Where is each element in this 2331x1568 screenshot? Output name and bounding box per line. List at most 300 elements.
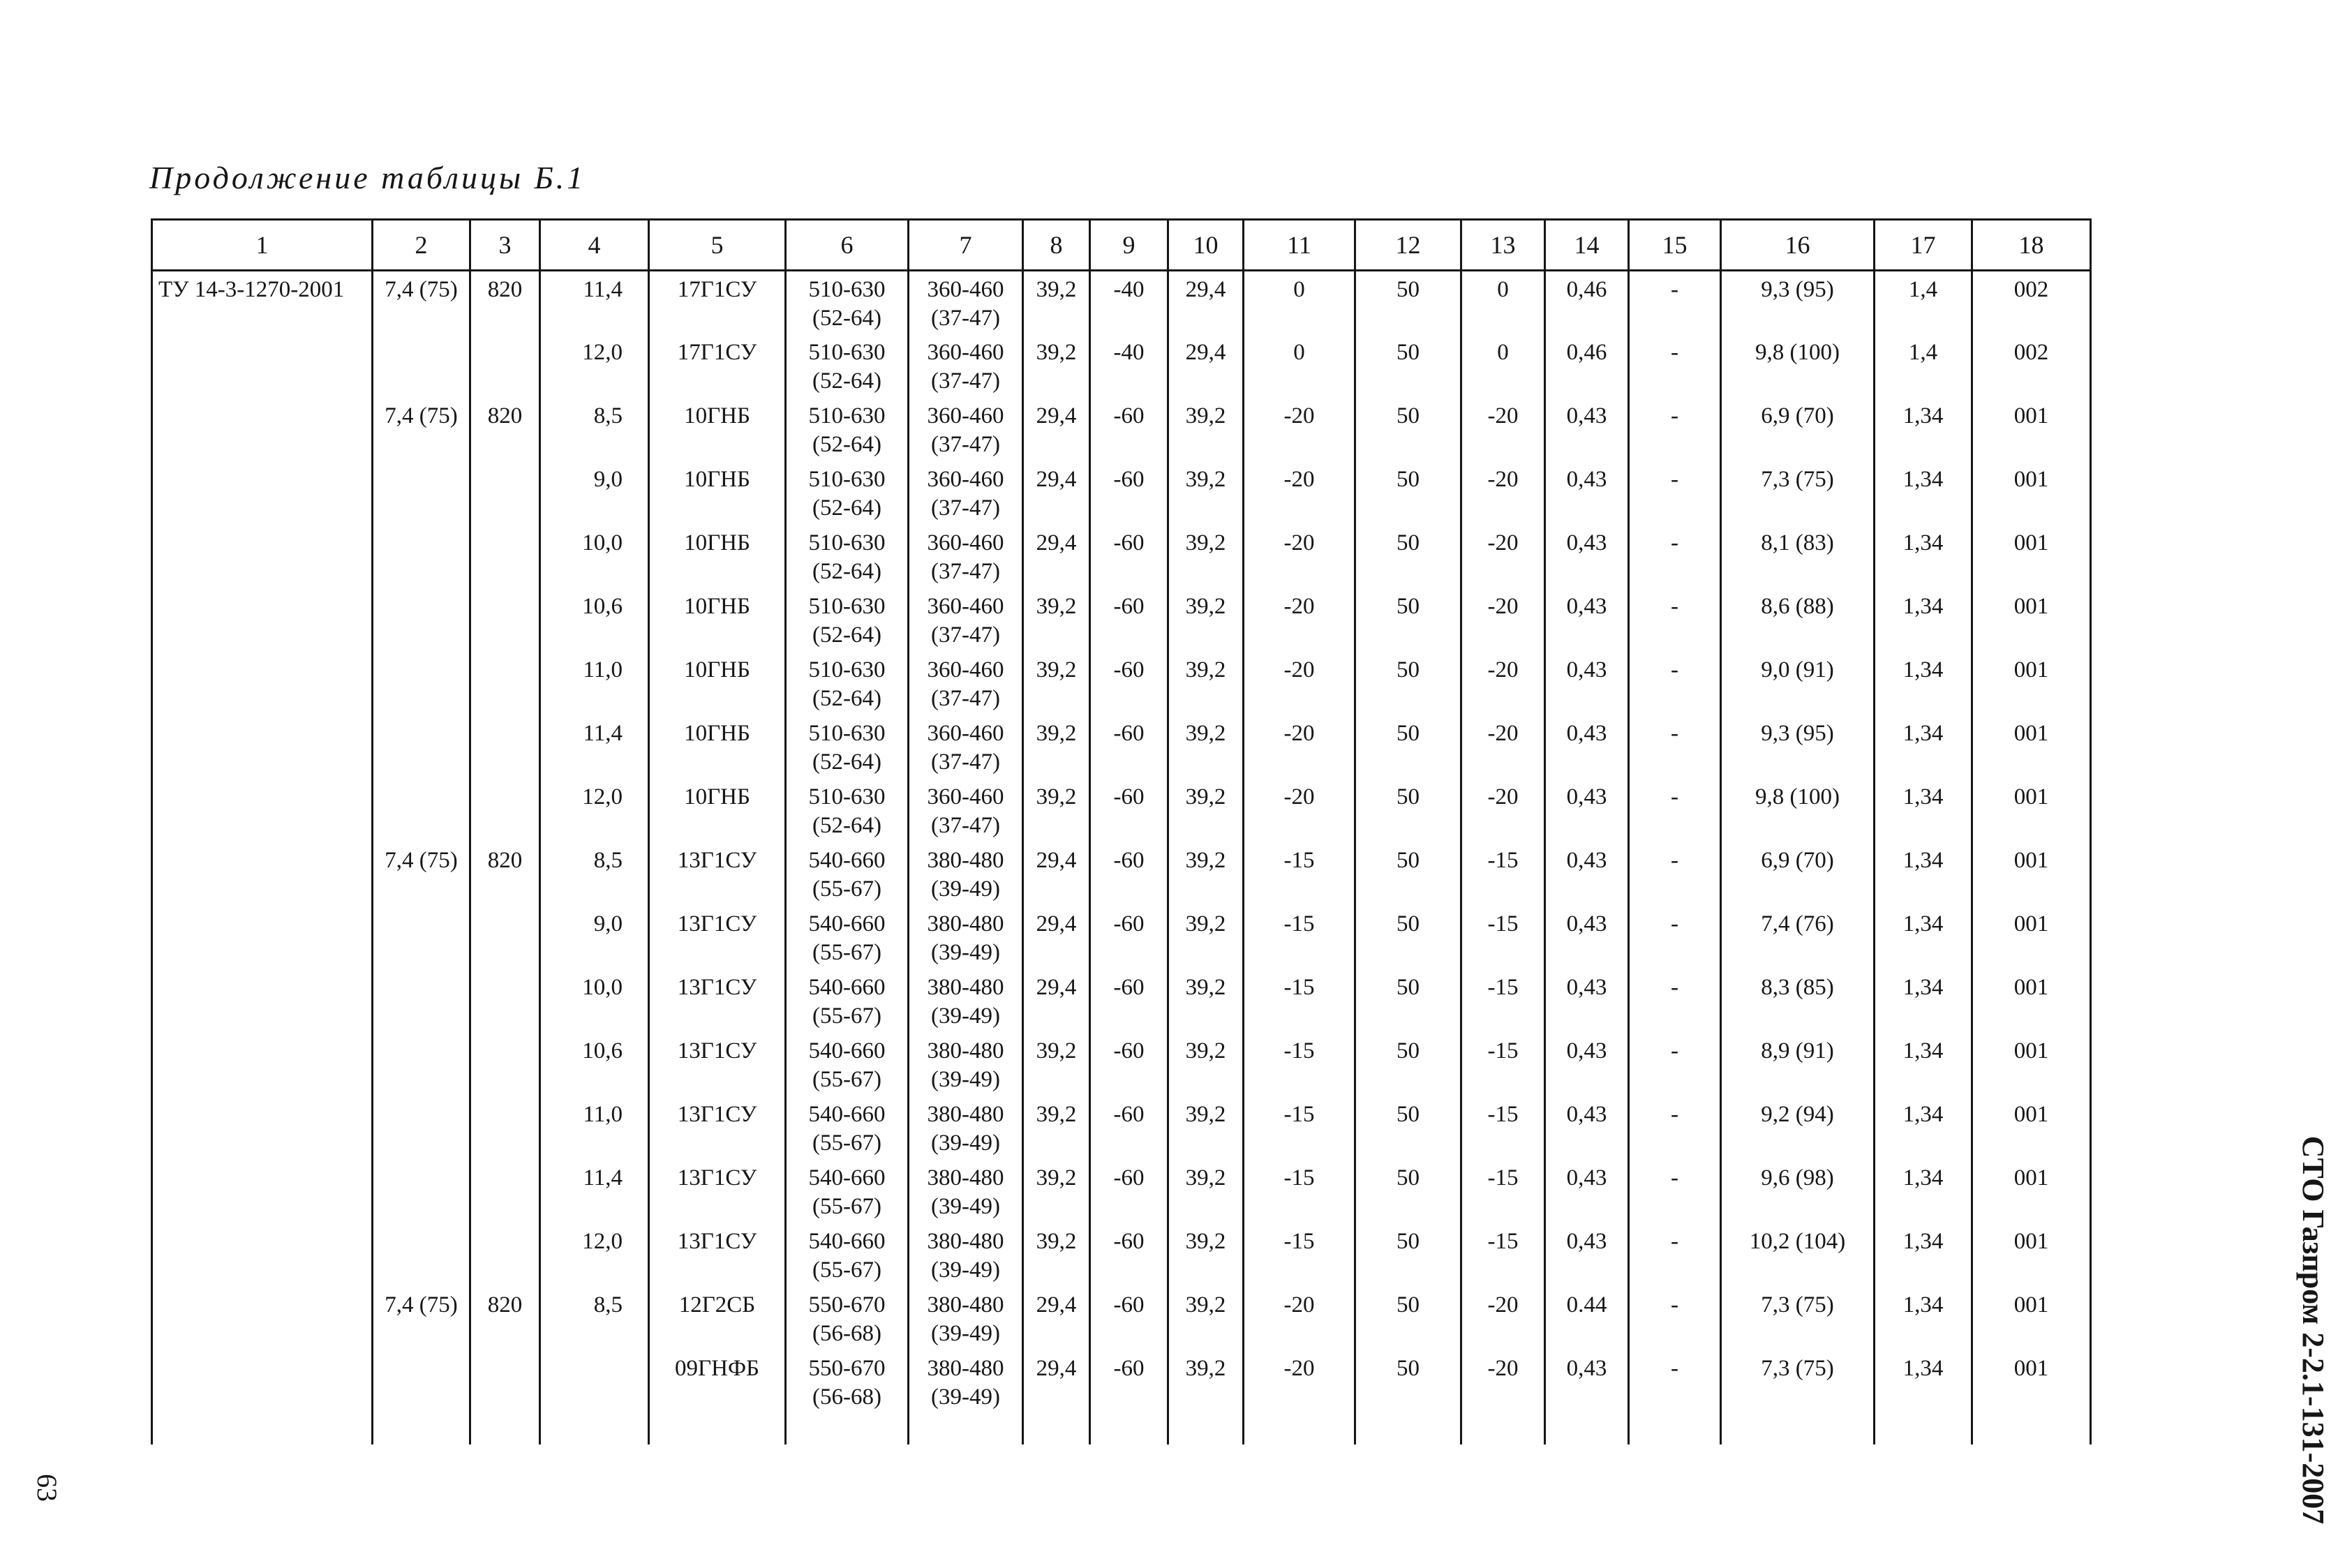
table-cell xyxy=(152,461,373,525)
table-cell: 510-630 (52-64) xyxy=(786,652,909,715)
empty-cell xyxy=(1629,1414,1721,1444)
table-cell: 9,6 (98) xyxy=(1721,1160,1875,1223)
table-cell: 540-660 (55-67) xyxy=(786,842,909,906)
table-cell: 50 xyxy=(1355,1287,1461,1350)
document-code: СТО Газпром 2-2.1-131-2007 xyxy=(2296,1135,2330,1525)
table-cell: 360-460 (37-47) xyxy=(909,398,1023,461)
table-cell: 1,34 xyxy=(1875,525,1972,588)
table-cell: -40 xyxy=(1090,334,1168,398)
empty-cell xyxy=(540,1414,649,1444)
table-cell: 10,0 xyxy=(540,969,649,1033)
table-cell: 0,43 xyxy=(1545,398,1629,461)
table-cell: - xyxy=(1629,906,1721,969)
table-cell: -20 xyxy=(1461,779,1545,842)
table-cell: 8,6 (88) xyxy=(1721,588,1875,652)
table-cell: 001 xyxy=(1972,1033,2091,1096)
table-cell: -20 xyxy=(1461,588,1545,652)
table-cell: 11,0 xyxy=(540,652,649,715)
table-cell: 1,34 xyxy=(1875,1350,1972,1414)
empty-cell xyxy=(1875,1414,1972,1444)
table-cell: 0,43 xyxy=(1545,842,1629,906)
table-cell: -40 xyxy=(1090,271,1168,334)
table-cell: 0,43 xyxy=(1545,652,1629,715)
table-cell: 10,2 (104) xyxy=(1721,1223,1875,1287)
table-cell: -60 xyxy=(1090,906,1168,969)
table-cell xyxy=(152,779,373,842)
table-row xyxy=(152,715,2091,779)
table-cell: 39,2 xyxy=(1168,779,1244,842)
table-cell: 50 xyxy=(1355,334,1461,398)
table-cell: 1,34 xyxy=(1875,1096,1972,1160)
table-cell: 29,4 xyxy=(1023,842,1090,906)
table-cell: 39,2 xyxy=(1168,588,1244,652)
table-cell: -60 xyxy=(1090,1223,1168,1287)
table-cell: 1,34 xyxy=(1875,715,1972,779)
table-cell: 001 xyxy=(1972,525,2091,588)
table-cell: 9,3 (95) xyxy=(1721,271,1875,334)
table-cell: 9,2 (94) xyxy=(1721,1096,1875,1160)
table-cell: 001 xyxy=(1972,842,2091,906)
table-cell: -60 xyxy=(1090,1350,1168,1414)
table-cell: 7,3 (75) xyxy=(1721,1350,1875,1414)
table-cell: - xyxy=(1629,842,1721,906)
table-cell: 540-660 (55-67) xyxy=(786,1033,909,1096)
table-row xyxy=(152,779,2091,842)
page-number: 63 xyxy=(31,1474,63,1502)
table-cell xyxy=(470,906,540,969)
table-cell: 002 xyxy=(1972,271,2091,334)
table-cell: 12,0 xyxy=(540,1223,649,1287)
table-cell: -60 xyxy=(1090,398,1168,461)
table-cell xyxy=(152,652,373,715)
table-cell: 380-480 (39-49) xyxy=(909,1223,1023,1287)
table-cell: 540-660 (55-67) xyxy=(786,1223,909,1287)
table-cell: 11,0 xyxy=(540,1096,649,1160)
table-cell: 29,4 xyxy=(1023,1350,1090,1414)
table-cell: 510-630 (52-64) xyxy=(786,271,909,334)
empty-cell xyxy=(1545,1414,1629,1444)
table-cell xyxy=(152,1223,373,1287)
table-cell: 29,4 xyxy=(1168,271,1244,334)
table-cell xyxy=(373,652,470,715)
table-cell xyxy=(373,1223,470,1287)
table-cell: 29,4 xyxy=(1023,525,1090,588)
table-cell: -15 xyxy=(1461,906,1545,969)
table-cell: 1,34 xyxy=(1875,398,1972,461)
table-cell: -20 xyxy=(1244,461,1355,525)
table-cell: 9,0 (91) xyxy=(1721,652,1875,715)
table-cell: 39,2 xyxy=(1168,1287,1244,1350)
table-cell: 29,4 xyxy=(1023,461,1090,525)
table-cell: 001 xyxy=(1972,1096,2091,1160)
table-cell: 9,0 xyxy=(540,906,649,969)
table-cell: -60 xyxy=(1090,588,1168,652)
column-header-7: 7 xyxy=(909,220,1023,271)
table-cell: -20 xyxy=(1244,525,1355,588)
table-cell: -20 xyxy=(1244,1287,1355,1350)
table-cell: 8,1 (83) xyxy=(1721,525,1875,588)
table-cell: 380-480 (39-49) xyxy=(909,1033,1023,1096)
table-cell: 360-460 (37-47) xyxy=(909,588,1023,652)
table-cell: 0 xyxy=(1244,334,1355,398)
table-cell: 380-480 (39-49) xyxy=(909,1287,1023,1350)
table-cell: -20 xyxy=(1461,715,1545,779)
table-caption: Продолжение таблицы Б.1 xyxy=(149,160,586,195)
table-cell: -60 xyxy=(1090,779,1168,842)
table-cell: 0 xyxy=(1461,271,1545,334)
table-cell: -60 xyxy=(1090,525,1168,588)
table-cell: 0,43 xyxy=(1545,1223,1629,1287)
table-cell: 0,46 xyxy=(1545,334,1629,398)
table-cell: - xyxy=(1629,1096,1721,1160)
table-cell: -15 xyxy=(1244,1223,1355,1287)
column-header-4: 4 xyxy=(540,220,649,271)
table-cell: 13Г1СУ xyxy=(649,1033,786,1096)
table-cell: 17Г1СУ xyxy=(649,271,786,334)
table-cell: 001 xyxy=(1972,588,2091,652)
column-header-8: 8 xyxy=(1023,220,1090,271)
column-header-3: 3 xyxy=(470,220,540,271)
table-cell: 29,4 xyxy=(1023,906,1090,969)
table-cell: 002 xyxy=(1972,334,2091,398)
table-cell: 9,0 xyxy=(540,461,649,525)
table-cell xyxy=(470,1223,540,1287)
table-cell: 39,2 xyxy=(1168,1350,1244,1414)
table-cell: 29,4 xyxy=(1023,1287,1090,1350)
table-cell: 1,4 xyxy=(1875,271,1972,334)
table-cell: 13Г1СУ xyxy=(649,906,786,969)
table-cell: 12Г2СБ xyxy=(649,1287,786,1350)
table-cell: 380-480 (39-49) xyxy=(909,1160,1023,1223)
table-cell xyxy=(373,525,470,588)
table-cell xyxy=(152,334,373,398)
table-cell: - xyxy=(1629,1160,1721,1223)
table-cell: 001 xyxy=(1972,1160,2091,1223)
data-table xyxy=(151,218,2092,1444)
table-cell: 50 xyxy=(1355,525,1461,588)
table-cell xyxy=(152,1350,373,1414)
table-cell: -15 xyxy=(1461,1160,1545,1223)
table-cell: 001 xyxy=(1972,1287,2091,1350)
table-cell: 8,5 xyxy=(540,398,649,461)
table-cell xyxy=(470,334,540,398)
table-cell: 50 xyxy=(1355,779,1461,842)
table-cell xyxy=(470,1033,540,1096)
table-cell: 0,43 xyxy=(1545,1160,1629,1223)
table-cell: 550-670 (56-68) xyxy=(786,1350,909,1414)
table-cell: -60 xyxy=(1090,1287,1168,1350)
table-cell: -20 xyxy=(1461,525,1545,588)
table-cell xyxy=(152,842,373,906)
table-cell: 1,34 xyxy=(1875,588,1972,652)
empty-cell xyxy=(470,1414,540,1444)
table-cell: 360-460 (37-47) xyxy=(909,334,1023,398)
data-table-container xyxy=(151,218,2092,1444)
table-cell: - xyxy=(1629,715,1721,779)
table-cell xyxy=(373,1096,470,1160)
table-cell: - xyxy=(1629,334,1721,398)
table-cell: 7,4 (75) xyxy=(373,842,470,906)
table-cell: - xyxy=(1629,398,1721,461)
table-cell: -60 xyxy=(1090,652,1168,715)
table-cell: 1,34 xyxy=(1875,652,1972,715)
table-cell: 8,9 (91) xyxy=(1721,1033,1875,1096)
table-cell: 12,0 xyxy=(540,334,649,398)
table-cell: 550-670 (56-68) xyxy=(786,1287,909,1350)
table-cell: 39,2 xyxy=(1023,271,1090,334)
table-row xyxy=(152,334,2091,398)
table-cell: - xyxy=(1629,779,1721,842)
table-row xyxy=(152,1287,2091,1350)
table-cell: 0,46 xyxy=(1545,271,1629,334)
empty-cell xyxy=(152,1414,373,1444)
table-cell: - xyxy=(1629,1350,1721,1414)
table-cell: 39,2 xyxy=(1023,334,1090,398)
table-cell: 50 xyxy=(1355,461,1461,525)
table-cell: 510-630 (52-64) xyxy=(786,779,909,842)
table-cell: -15 xyxy=(1461,969,1545,1033)
table-cell: 13Г1СУ xyxy=(649,969,786,1033)
table-cell: 8,5 xyxy=(540,842,649,906)
table-cell: 39,2 xyxy=(1168,1033,1244,1096)
column-header-10: 10 xyxy=(1168,220,1244,271)
table-cell: 10ГНБ xyxy=(649,461,786,525)
empty-cell xyxy=(786,1414,909,1444)
table-cell: - xyxy=(1629,525,1721,588)
table-cell: - xyxy=(1629,588,1721,652)
table-cell: 380-480 (39-49) xyxy=(909,1350,1023,1414)
table-cell xyxy=(152,969,373,1033)
table-cell xyxy=(373,779,470,842)
table-row xyxy=(152,842,2091,906)
table-row xyxy=(152,652,2091,715)
table-cell: -20 xyxy=(1244,715,1355,779)
table-cell: 50 xyxy=(1355,1223,1461,1287)
table-cell: -60 xyxy=(1090,1160,1168,1223)
empty-cell xyxy=(1355,1414,1461,1444)
table-cell xyxy=(373,906,470,969)
table-cell xyxy=(373,1350,470,1414)
table-row xyxy=(152,906,2091,969)
table-cell xyxy=(152,1096,373,1160)
table-cell: 510-630 (52-64) xyxy=(786,461,909,525)
table-cell: 380-480 (39-49) xyxy=(909,842,1023,906)
table-cell: -15 xyxy=(1461,1223,1545,1287)
table-cell: 11,4 xyxy=(540,715,649,779)
table-cell: 09ГНФБ xyxy=(649,1350,786,1414)
table-cell: 10,6 xyxy=(540,588,649,652)
table-cell: 39,2 xyxy=(1023,1033,1090,1096)
table-row xyxy=(152,588,2091,652)
table-cell xyxy=(152,1287,373,1350)
table-cell: 0,43 xyxy=(1545,906,1629,969)
column-header-16: 16 xyxy=(1721,220,1875,271)
table-cell: ТУ 14-3-1270-2001 xyxy=(152,271,373,334)
table-cell: 39,2 xyxy=(1168,652,1244,715)
empty-cell xyxy=(1461,1414,1545,1444)
table-cell: 001 xyxy=(1972,779,2091,842)
table-cell: -20 xyxy=(1244,588,1355,652)
table-cell: 0,43 xyxy=(1545,1033,1629,1096)
table-row xyxy=(152,525,2091,588)
table-cell: 360-460 (37-47) xyxy=(909,461,1023,525)
table-cell: 360-460 (37-47) xyxy=(909,525,1023,588)
table-cell: 1,34 xyxy=(1875,842,1972,906)
table-cell xyxy=(373,715,470,779)
table-cell: 39,2 xyxy=(1168,969,1244,1033)
empty-cell xyxy=(1023,1414,1090,1444)
table-row xyxy=(152,398,2091,461)
table-cell: - xyxy=(1629,1287,1721,1350)
empty-cell xyxy=(649,1414,786,1444)
column-header-1: 1 xyxy=(152,220,373,271)
table-cell: -20 xyxy=(1244,652,1355,715)
empty-cell xyxy=(1721,1414,1875,1444)
table-cell: 10ГНБ xyxy=(649,588,786,652)
table-row xyxy=(152,1033,2091,1096)
table-cell: 39,2 xyxy=(1168,1223,1244,1287)
table-cell xyxy=(373,1160,470,1223)
column-header-6: 6 xyxy=(786,220,909,271)
table-cell: 0,43 xyxy=(1545,588,1629,652)
table-cell: 820 xyxy=(470,842,540,906)
table-cell: 380-480 (39-49) xyxy=(909,906,1023,969)
column-header-5: 5 xyxy=(649,220,786,271)
table-cell: 1,34 xyxy=(1875,969,1972,1033)
table-cell: 50 xyxy=(1355,398,1461,461)
table-cell: 0 xyxy=(1461,334,1545,398)
table-cell: - xyxy=(1629,652,1721,715)
table-cell: 360-460 (37-47) xyxy=(909,652,1023,715)
table-cell: 8,3 (85) xyxy=(1721,969,1875,1033)
table-cell: 360-460 (37-47) xyxy=(909,271,1023,334)
table-cell xyxy=(373,461,470,525)
table-cell: 39,2 xyxy=(1023,652,1090,715)
empty-cell xyxy=(1972,1414,2091,1444)
table-cell: 9,8 (100) xyxy=(1721,779,1875,842)
table-cell: - xyxy=(1629,969,1721,1033)
table-cell xyxy=(540,1350,649,1414)
table-cell xyxy=(152,398,373,461)
table-cell: 380-480 (39-49) xyxy=(909,969,1023,1033)
table-cell xyxy=(152,1033,373,1096)
empty-cell xyxy=(1244,1414,1355,1444)
table-row xyxy=(152,969,2091,1033)
table-cell: 7,4 (76) xyxy=(1721,906,1875,969)
table-cell xyxy=(373,1033,470,1096)
table-cell: 29,4 xyxy=(1023,398,1090,461)
table-cell xyxy=(470,715,540,779)
table-row xyxy=(152,1350,2091,1414)
table-cell: -20 xyxy=(1244,1350,1355,1414)
table-cell: 0.44 xyxy=(1545,1287,1629,1350)
table-cell: 1,4 xyxy=(1875,334,1972,398)
table-cell: 39,2 xyxy=(1023,1160,1090,1223)
table-cell: 11,4 xyxy=(540,1160,649,1223)
table-cell: -20 xyxy=(1461,461,1545,525)
table-cell: 39,2 xyxy=(1168,525,1244,588)
table-cell: 510-630 (52-64) xyxy=(786,398,909,461)
table-cell: -15 xyxy=(1244,1096,1355,1160)
table-cell: 001 xyxy=(1972,715,2091,779)
table-cell: 001 xyxy=(1972,652,2091,715)
table-cell: 510-630 (52-64) xyxy=(786,525,909,588)
table-cell: 6,9 (70) xyxy=(1721,398,1875,461)
table-cell: 510-630 (52-64) xyxy=(786,334,909,398)
table-cell: 820 xyxy=(470,1287,540,1350)
table-cell: 7,4 (75) xyxy=(373,1287,470,1350)
table-cell: 540-660 (55-67) xyxy=(786,969,909,1033)
table-cell: 0 xyxy=(1244,271,1355,334)
table-cell: 50 xyxy=(1355,1033,1461,1096)
table-cell: 1,34 xyxy=(1875,461,1972,525)
table-cell: -20 xyxy=(1244,398,1355,461)
table-cell: -20 xyxy=(1461,398,1545,461)
header-row xyxy=(152,220,2091,271)
table-cell: - xyxy=(1629,1033,1721,1096)
table-cell xyxy=(152,525,373,588)
table-cell xyxy=(152,906,373,969)
table-cell: 6,9 (70) xyxy=(1721,842,1875,906)
table-row xyxy=(152,271,2091,334)
table-cell: 001 xyxy=(1972,906,2091,969)
table-cell: 0,43 xyxy=(1545,1350,1629,1414)
table-cell: 50 xyxy=(1355,1160,1461,1223)
empty-cell xyxy=(373,1414,470,1444)
table-cell: 39,2 xyxy=(1023,715,1090,779)
table-cell xyxy=(470,1160,540,1223)
table-cell: 9,8 (100) xyxy=(1721,334,1875,398)
table-cell xyxy=(470,779,540,842)
table-cell: 13Г1СУ xyxy=(649,1160,786,1223)
table-cell: -15 xyxy=(1461,842,1545,906)
table-cell xyxy=(470,1350,540,1414)
table-cell: 10,6 xyxy=(540,1033,649,1096)
table-cell: 50 xyxy=(1355,969,1461,1033)
table-cell: 10ГНБ xyxy=(649,779,786,842)
table-cell: 001 xyxy=(1972,461,2091,525)
column-header-14: 14 xyxy=(1545,220,1629,271)
table-cell: 11,4 xyxy=(540,271,649,334)
table-cell: 1,34 xyxy=(1875,1287,1972,1350)
empty-cell xyxy=(1090,1414,1168,1444)
table-cell: 13Г1СУ xyxy=(649,1096,786,1160)
table-cell: 540-660 (55-67) xyxy=(786,1160,909,1223)
table-cell: -60 xyxy=(1090,842,1168,906)
table-cell: - xyxy=(1629,271,1721,334)
column-header-2: 2 xyxy=(373,220,470,271)
column-header-13: 13 xyxy=(1461,220,1545,271)
table-cell: 7,4 (75) xyxy=(373,398,470,461)
table-row xyxy=(152,1096,2091,1160)
table-cell: 10ГНБ xyxy=(649,715,786,779)
table-cell: 001 xyxy=(1972,398,2091,461)
table-cell: -60 xyxy=(1090,1033,1168,1096)
table-cell xyxy=(373,334,470,398)
column-header-18: 18 xyxy=(1972,220,2091,271)
table-cell: 1,34 xyxy=(1875,1160,1972,1223)
table-cell: 0,43 xyxy=(1545,715,1629,779)
table-cell: 510-630 (52-64) xyxy=(786,715,909,779)
table-cell: 29,4 xyxy=(1168,334,1244,398)
table-cell: 39,2 xyxy=(1023,779,1090,842)
table-row xyxy=(152,461,2091,525)
table-cell: 380-480 (39-49) xyxy=(909,1096,1023,1160)
table-cell: 1,34 xyxy=(1875,779,1972,842)
table-cell: -20 xyxy=(1461,1287,1545,1350)
table-cell: 001 xyxy=(1972,969,2091,1033)
column-header-9: 9 xyxy=(1090,220,1168,271)
